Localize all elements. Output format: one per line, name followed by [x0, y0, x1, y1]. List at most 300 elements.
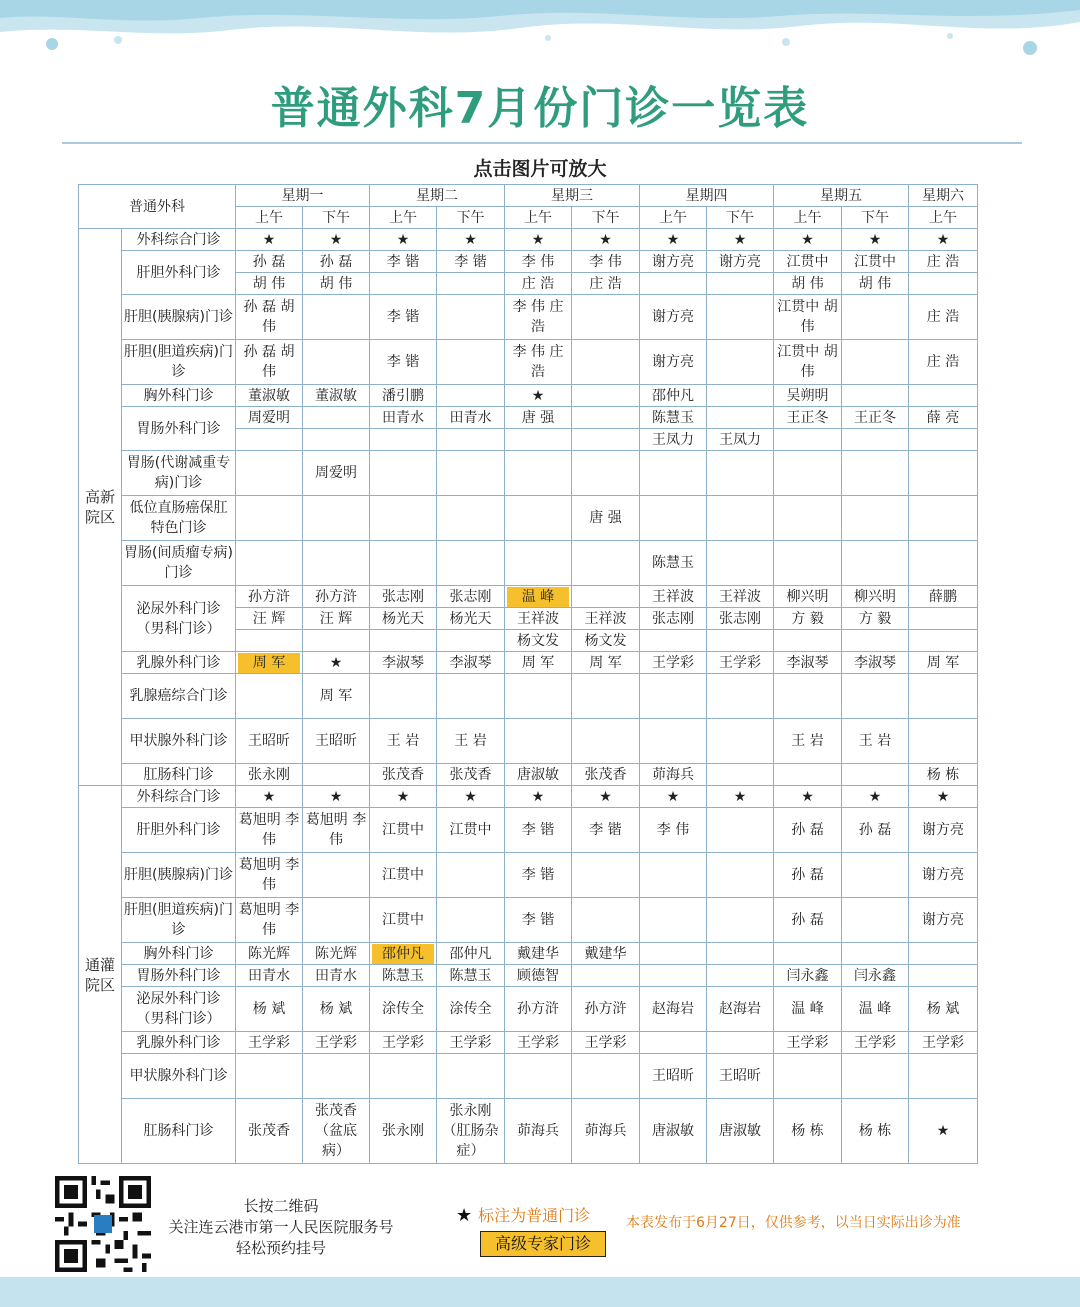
doctor-cell — [640, 898, 707, 943]
doctor-cell — [640, 719, 707, 764]
doctor-cell: 孙 磊 — [236, 251, 303, 273]
doctor-cell — [640, 965, 707, 987]
doctor-cell: 江贯中 — [370, 853, 437, 898]
table-row — [79, 407, 978, 429]
doctor-cell: 田青水 — [437, 407, 505, 429]
doctor-cell — [370, 429, 437, 451]
doctor-cell: 赵海岩 — [707, 987, 774, 1032]
doctor-cell: 温 峰 — [842, 987, 909, 1032]
doctor-cell — [303, 1054, 370, 1099]
doctor-cell: 王祥波 — [707, 586, 774, 608]
star-mark: ★ — [909, 786, 978, 808]
doctor-cell — [842, 496, 909, 541]
doctor-cell: 杨 栋 — [909, 764, 978, 786]
doctor-cell — [437, 295, 505, 340]
doctor-cell — [640, 1032, 707, 1054]
doctor-cell: 王正冬 — [774, 407, 842, 429]
doctor-cell — [842, 764, 909, 786]
dept-label: 肝胆(胆道疾病)门诊 — [122, 898, 236, 943]
doctor-cell — [707, 541, 774, 586]
star-mark: ★ — [236, 229, 303, 251]
page-title: 普通外科7月份门诊一览表 — [270, 83, 810, 134]
doctor-cell: 江贯中 胡伟 — [774, 295, 842, 340]
doctor-cell — [909, 965, 978, 987]
doctor-cell: 张茂香 — [236, 1099, 303, 1164]
doctor-cell — [505, 496, 572, 541]
doctor-cell — [909, 385, 978, 407]
doctor-cell — [437, 1054, 505, 1099]
doctor-cell — [437, 853, 505, 898]
doctor-cell: 周 军 — [909, 652, 978, 674]
doctor-cell — [437, 541, 505, 586]
doctor-cell: 江贯中 — [842, 251, 909, 273]
doctor-cell: 江贯中 — [370, 898, 437, 943]
doctor-cell: 汪 辉 — [236, 608, 303, 630]
table-row — [79, 586, 978, 608]
table-row — [79, 385, 978, 407]
doctor-cell — [707, 630, 774, 652]
table-row — [79, 652, 978, 674]
doctor-cell — [303, 853, 370, 898]
doctor-cell — [370, 541, 437, 586]
doctor-cell — [505, 541, 572, 586]
doctor-cell — [707, 340, 774, 385]
doctor-cell: 唐淑敏 — [707, 1099, 774, 1164]
doctor-cell: 邵仲凡 — [640, 385, 707, 407]
doctor-cell: 王学彩 — [707, 652, 774, 674]
star-mark: ★ — [774, 229, 842, 251]
doctor-cell — [774, 1054, 842, 1099]
dept-label: 甲状腺外科门诊 — [122, 719, 236, 764]
doctor-cell: 柳兴明 — [842, 586, 909, 608]
table-row — [79, 853, 978, 898]
day-header: 星期五 — [774, 185, 909, 207]
doctor-cell — [909, 674, 978, 719]
doctor-cell: 王 岩 — [437, 719, 505, 764]
doctor-cell: 张志刚 — [640, 608, 707, 630]
doctor-cell: 潘引鹏 — [370, 385, 437, 407]
doctor-cell — [437, 273, 505, 295]
doctor-cell: 陈光辉 — [236, 943, 303, 965]
doctor-cell: 唐 强 — [572, 496, 640, 541]
doctor-cell: 王学彩 — [842, 1032, 909, 1054]
doctor-cell: 涂传全 — [437, 987, 505, 1032]
dept-label: 肛肠科门诊 — [122, 764, 236, 786]
schedule-table-wrap — [78, 184, 978, 1164]
dept-label: 肝胆(胆道疾病)门诊 — [122, 340, 236, 385]
star-mark: ★ — [774, 786, 842, 808]
doctor-cell — [707, 898, 774, 943]
doctor-cell — [437, 674, 505, 719]
doctor-cell: 杨 斌 — [303, 987, 370, 1032]
doctor-cell: 田青水 — [370, 407, 437, 429]
dept-label: 外科综合门诊 — [122, 786, 236, 808]
doctor-cell: 孙方浒 — [505, 987, 572, 1032]
doctor-cell: 吴朔明 — [774, 385, 842, 407]
doctor-cell — [572, 674, 640, 719]
doctor-cell: 董淑敏 — [303, 385, 370, 407]
doctor-cell — [572, 965, 640, 987]
doctor-cell — [842, 630, 909, 652]
doctor-cell: 张茂香 — [437, 764, 505, 786]
doctor-cell: 王学彩 — [236, 1032, 303, 1054]
doctor-cell — [303, 764, 370, 786]
doctor-cell — [303, 340, 370, 385]
star-icon: ★ — [456, 1205, 473, 1226]
table-row — [79, 1054, 978, 1099]
doctor-cell — [572, 429, 640, 451]
pm-header: 下午 — [572, 207, 640, 229]
table-row — [79, 719, 978, 764]
doctor-cell: 赵海岩 — [640, 987, 707, 1032]
doctor-cell: 戴建华 — [572, 943, 640, 965]
doctor-cell — [842, 1054, 909, 1099]
doctor-cell — [909, 451, 978, 496]
doctor-cell: 李 伟 — [505, 251, 572, 273]
doctor-cell — [303, 630, 370, 652]
pm-header: 下午 — [437, 207, 505, 229]
doctor-cell: 张茂香（盆底病） — [303, 1099, 370, 1164]
am-header: 上午 — [909, 207, 978, 229]
doctor-cell: 李 锴 — [505, 898, 572, 943]
doctor-cell: 茆海兵 — [505, 1099, 572, 1164]
dept-label: 外科综合门诊 — [122, 229, 236, 251]
schedule-table — [78, 184, 978, 1164]
doctor-cell: 杨文发 — [505, 630, 572, 652]
doctor-cell: 王学彩 — [909, 1032, 978, 1054]
star-mark: ★ — [370, 229, 437, 251]
doctor-cell: 杨光天 — [370, 608, 437, 630]
doctor-cell — [909, 273, 978, 295]
star-mark: ★ — [909, 1099, 978, 1164]
table-row — [79, 674, 978, 719]
table-row — [79, 496, 978, 541]
doctor-cell — [842, 541, 909, 586]
doctor-cell — [707, 273, 774, 295]
doctor-cell: 李 锴 — [572, 808, 640, 853]
doctor-cell: 张志刚 — [370, 586, 437, 608]
doctor-cell — [640, 451, 707, 496]
day-header: 星期六 — [909, 185, 978, 207]
doctor-cell — [370, 273, 437, 295]
star-mark: ★ — [640, 786, 707, 808]
doctor-cell — [437, 898, 505, 943]
doctor-cell — [236, 429, 303, 451]
doctor-cell — [774, 630, 842, 652]
doctor-cell — [842, 898, 909, 943]
dept-label: 泌尿外科门诊（男科门诊） — [122, 586, 236, 652]
doctor-cell: 王学彩 — [303, 1032, 370, 1054]
doctor-cell: 谢方亮 — [640, 295, 707, 340]
dept-label: 泌尿外科门诊（男科门诊） — [122, 987, 236, 1032]
doctor-cell: 邵仲凡 — [437, 943, 505, 965]
doctor-cell: 胡 伟 — [842, 273, 909, 295]
doctor-cell — [774, 496, 842, 541]
doctor-cell: 张永刚 — [236, 764, 303, 786]
doctor-cell: 李 伟 — [572, 251, 640, 273]
campus-label: 高新院区 — [79, 229, 122, 786]
doctor-cell: 周爱明 — [236, 407, 303, 429]
corner-cell: 普通外科 — [79, 185, 236, 229]
doctor-cell — [707, 719, 774, 764]
zoom-hint[interactable]: 点击图片可放大 — [473, 158, 607, 180]
table-row — [79, 295, 978, 340]
doctor-cell: 孙 磊 — [303, 251, 370, 273]
doctor-cell — [640, 674, 707, 719]
doctor-cell — [370, 674, 437, 719]
doctor-cell: 王昭昕 — [707, 1054, 774, 1099]
doctor-cell — [572, 898, 640, 943]
doctor-cell — [640, 273, 707, 295]
doctor-cell: 孙方浒 — [303, 586, 370, 608]
doctor-cell: 杨光天 — [437, 608, 505, 630]
doctor-cell: 陈光辉 — [303, 943, 370, 965]
table-row — [79, 451, 978, 496]
star-mark: ★ — [505, 385, 572, 407]
am-header: 上午 — [774, 207, 842, 229]
doctor-cell: 李淑琴 — [774, 652, 842, 674]
day-header: 星期一 — [236, 185, 370, 207]
doctor-cell: 陈慧玉 — [437, 965, 505, 987]
dept-label: 甲状腺外科门诊 — [122, 1054, 236, 1099]
doctor-cell — [303, 295, 370, 340]
doctor-cell — [707, 853, 774, 898]
doctor-cell: 陈慧玉 — [640, 541, 707, 586]
doctor-cell: 张志刚 — [707, 608, 774, 630]
doctor-cell: 李 伟 — [640, 808, 707, 853]
doctor-cell: 王昭昕 — [303, 719, 370, 764]
doctor-cell — [572, 385, 640, 407]
doctor-cell: 李 锴 — [370, 295, 437, 340]
doctor-cell: 顾德智 — [505, 965, 572, 987]
doctor-cell: 杨文发 — [572, 630, 640, 652]
doctor-cell — [909, 496, 978, 541]
star-mark: ★ — [707, 229, 774, 251]
dept-label: 肛肠科门诊 — [122, 1099, 236, 1164]
doctor-cell: 周爱明 — [303, 451, 370, 496]
am-header: 上午 — [505, 207, 572, 229]
doctor-cell — [842, 943, 909, 965]
star-mark: ★ — [640, 229, 707, 251]
doctor-cell: 杨 斌 — [909, 987, 978, 1032]
doctor-cell: 孙 磊 — [774, 853, 842, 898]
doctor-cell — [236, 652, 303, 674]
doctor-cell: 陈慧玉 — [370, 965, 437, 987]
dept-label: 乳腺外科门诊 — [122, 1032, 236, 1054]
star-mark: ★ — [505, 229, 572, 251]
table-row — [79, 229, 978, 251]
doctor-cell: 胡 伟 — [236, 273, 303, 295]
doctor-cell: 温 峰 — [774, 987, 842, 1032]
doctor-cell — [909, 608, 978, 630]
day-header: 星期四 — [640, 185, 774, 207]
doctor-cell: 董淑敏 — [236, 385, 303, 407]
star-mark: ★ — [303, 786, 370, 808]
doctor-cell: 谢方亮 — [909, 808, 978, 853]
publish-notice: 本表发布于6月27日，仅供参考，以当日实际出诊为准 — [626, 1215, 961, 1231]
doctor-cell: 王学彩 — [640, 652, 707, 674]
doctor-cell — [572, 295, 640, 340]
doctor-cell: 张茂香 — [370, 764, 437, 786]
doctor-cell: 方 毅 — [774, 608, 842, 630]
doctor-cell: 张志刚 — [437, 586, 505, 608]
doctor-cell: 李 锴 — [370, 340, 437, 385]
qr-line: 轻松预约挂号 — [235, 1239, 326, 1257]
legend-text: 标注为普通门诊 — [478, 1206, 591, 1225]
doctor-cell: 庄 浩 — [909, 251, 978, 273]
legend-expert-badge: 高级专家门诊 — [480, 1231, 606, 1257]
dept-label: 肝胆外科门诊 — [122, 808, 236, 853]
doctor-cell — [236, 451, 303, 496]
doctor-cell — [572, 407, 640, 429]
table-row — [79, 965, 978, 987]
doctor-cell — [303, 496, 370, 541]
doctor-cell: 庄 浩 — [909, 340, 978, 385]
doctor-cell: 王学彩 — [774, 1032, 842, 1054]
doctor-cell — [909, 541, 978, 586]
doctor-cell: 方 毅 — [842, 608, 909, 630]
dept-label: 胸外科门诊 — [122, 943, 236, 965]
doctor-cell: 李淑琴 — [842, 652, 909, 674]
doctor-cell — [370, 451, 437, 496]
doctor-cell — [236, 630, 303, 652]
doctor-cell: 王 岩 — [774, 719, 842, 764]
star-mark: ★ — [707, 786, 774, 808]
doctor-cell — [437, 429, 505, 451]
doctor-cell — [707, 764, 774, 786]
doctor-cell: 张永刚（肛肠杂症） — [437, 1099, 505, 1164]
doctor-cell: 王学彩 — [572, 1032, 640, 1054]
doctor-cell — [909, 943, 978, 965]
qr-code — [55, 1176, 151, 1272]
doctor-cell: 王 岩 — [370, 719, 437, 764]
table-row — [79, 541, 978, 586]
doctor-cell — [505, 674, 572, 719]
expert-highlight: 温 峰 — [507, 587, 569, 607]
dept-label: 肝胆(胰腺病)门诊 — [122, 295, 236, 340]
doctor-cell — [236, 541, 303, 586]
doctor-cell: 王祥波 — [505, 608, 572, 630]
expert-highlight: 邵仲凡 — [372, 944, 434, 964]
title-divider — [62, 142, 1022, 144]
doctor-cell: 江贯中 — [774, 251, 842, 273]
doctor-cell: 王学彩 — [437, 1032, 505, 1054]
doctor-cell: 王昭昕 — [236, 719, 303, 764]
doctor-cell — [909, 429, 978, 451]
doctor-cell: 田青水 — [236, 965, 303, 987]
doctor-cell: 王凤力 — [640, 429, 707, 451]
table-row — [79, 1032, 978, 1054]
doctor-cell: 胡 伟 — [303, 273, 370, 295]
doctor-cell: 戴建华 — [505, 943, 572, 965]
doctor-cell — [707, 808, 774, 853]
am-header: 上午 — [370, 207, 437, 229]
doctor-cell: 王正冬 — [842, 407, 909, 429]
table-row — [79, 251, 978, 273]
legend-general — [456, 1203, 590, 1226]
doctor-cell — [842, 451, 909, 496]
doctor-cell: 江贯中 — [370, 808, 437, 853]
doctor-cell — [370, 496, 437, 541]
doctor-cell — [505, 451, 572, 496]
doctor-cell: 谢方亮 — [640, 251, 707, 273]
doctor-cell: 谢方亮 — [909, 853, 978, 898]
doctor-cell: 李淑琴 — [370, 652, 437, 674]
doctor-cell: 王学彩 — [505, 1032, 572, 1054]
am-header: 上午 — [640, 207, 707, 229]
doctor-cell: 陈慧玉 — [640, 407, 707, 429]
doctor-cell: 薛 亮 — [909, 407, 978, 429]
dept-label: 乳腺外科门诊 — [122, 652, 236, 674]
doctor-cell — [640, 496, 707, 541]
doctor-cell: 王凤力 — [707, 429, 774, 451]
pm-header: 下午 — [842, 207, 909, 229]
dept-label: 胃肠(代谢减重专病)门诊 — [122, 451, 236, 496]
doctor-cell: 王学彩 — [370, 1032, 437, 1054]
star-mark: ★ — [572, 229, 640, 251]
dept-label: 低位直肠癌保肛特色门诊 — [122, 496, 236, 541]
doctor-cell: 田青水 — [303, 965, 370, 987]
doctor-cell: 葛旭明 李伟 — [236, 898, 303, 943]
table-row — [79, 987, 978, 1032]
doctor-cell — [572, 541, 640, 586]
doctor-cell: 胡 伟 — [774, 273, 842, 295]
doctor-cell — [707, 1032, 774, 1054]
dept-label: 肝胆外科门诊 — [122, 251, 236, 295]
doctor-cell: 王祥波 — [572, 608, 640, 630]
doctor-cell: 葛旭明 李伟 — [303, 808, 370, 853]
dept-label: 乳腺癌综合门诊 — [122, 674, 236, 719]
doctor-cell: 周 军 — [572, 652, 640, 674]
table-row — [79, 808, 978, 853]
doctor-cell — [370, 943, 437, 965]
doctor-cell — [236, 1054, 303, 1099]
doctor-cell — [505, 586, 572, 608]
doctor-cell — [572, 340, 640, 385]
star-mark: ★ — [909, 229, 978, 251]
doctor-cell: 李 锴 — [505, 853, 572, 898]
doctor-cell: 柳兴明 — [774, 586, 842, 608]
star-mark: ★ — [236, 786, 303, 808]
doctor-cell: 王祥波 — [640, 586, 707, 608]
doctor-cell: 汪 辉 — [303, 608, 370, 630]
doctor-cell — [572, 719, 640, 764]
table-row — [79, 898, 978, 943]
doctor-cell: 孙方浒 — [236, 586, 303, 608]
doctor-cell — [370, 630, 437, 652]
doctor-cell: 唐 强 — [505, 407, 572, 429]
doctor-cell — [640, 630, 707, 652]
doctor-cell — [909, 719, 978, 764]
dept-label: 肝胆(胰腺病)门诊 — [122, 853, 236, 898]
doctor-cell: 杨 栋 — [842, 1099, 909, 1164]
doctor-cell — [707, 407, 774, 429]
doctor-cell: 庄 浩 — [505, 273, 572, 295]
table-row — [79, 340, 978, 385]
doctor-cell — [236, 674, 303, 719]
doctor-cell — [572, 1054, 640, 1099]
doctor-cell: 茆海兵 — [640, 764, 707, 786]
doctor-cell: 庄 浩 — [572, 273, 640, 295]
star-mark: ★ — [505, 786, 572, 808]
doctor-cell — [774, 674, 842, 719]
doctor-cell — [437, 496, 505, 541]
doctor-cell: 孙 磊 — [774, 808, 842, 853]
doctor-cell — [707, 674, 774, 719]
day-header: 星期三 — [505, 185, 640, 207]
doctor-cell: 孙 磊 胡伟 — [236, 295, 303, 340]
doctor-cell — [774, 429, 842, 451]
